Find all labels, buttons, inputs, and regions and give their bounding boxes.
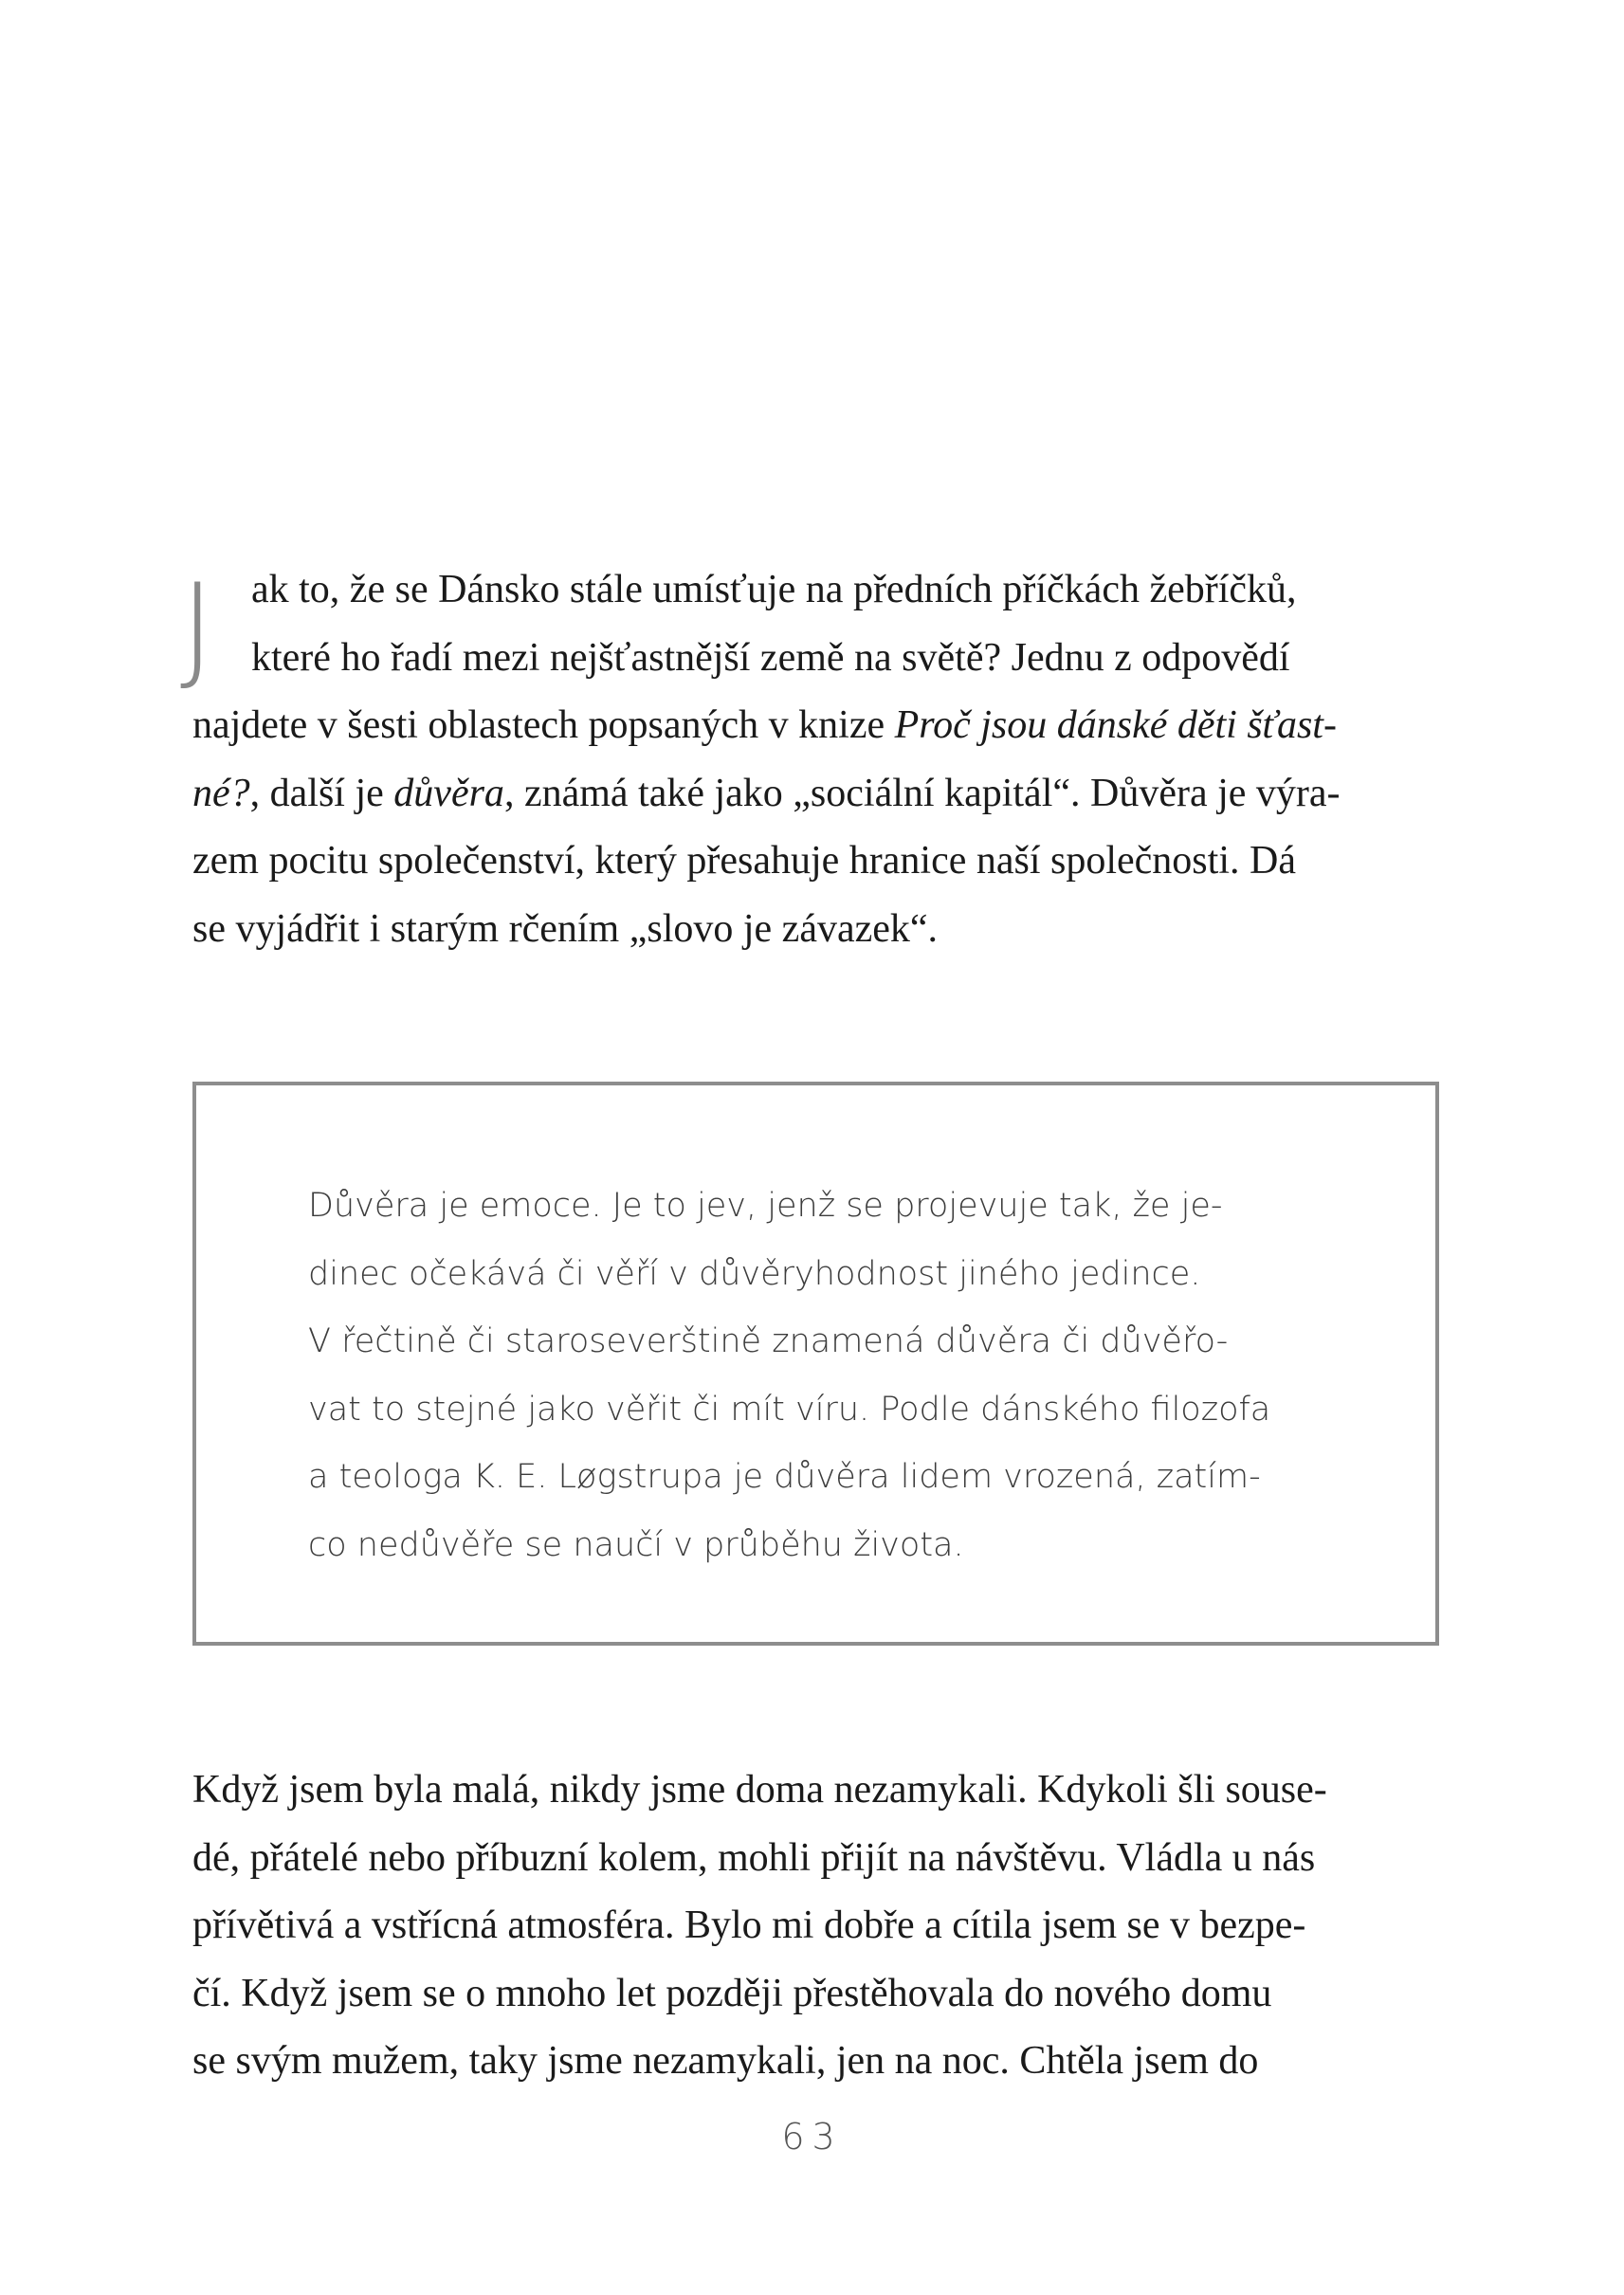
intro-line-4-text-a: , další je <box>249 771 394 815</box>
definition-line: co nedůvěře se naučí v průběhu života. <box>308 1525 964 1564</box>
definition-line: a teologa K. E. Løgstrupa je důvěra lidem vrozená, zatím- <box>308 1458 1261 1496</box>
definition-text <box>308 1173 1330 1579</box>
book-title-part-2: né? <box>192 771 250 815</box>
body-line: přívětivá a vstřícná atmosféra. Bylo mi dobře a cítila jsem se v bezpe- <box>192 1903 1306 1947</box>
body-paragraph <box>192 1757 1439 2096</box>
definition-line: V řečtině či staroseverštině znamená důvěra či důvěřo- <box>308 1322 1229 1360</box>
intro-line-3-text: najdete v šesti oblastech popsaných v knize <box>192 703 895 747</box>
intro-line-1: ak to, že se Dánsko stále umísťuje na předních příčkách žebříčků, <box>251 568 1297 611</box>
body-line: se svým mužem, taky jsme nezamykali, jen na noc. Chtěla jsem do <box>192 2039 1259 2083</box>
definition-line: dinec očekává či věří v důvěryhodnost jiného jedince. <box>308 1254 1201 1293</box>
trust-word: důvěra <box>393 771 504 815</box>
intro-paragraph <box>192 556 1439 963</box>
intro-line-3 <box>192 692 1439 760</box>
intro-line-6: se vyjádřit i starým rčením „slovo je závazek“. <box>192 906 939 951</box>
definition-line: vat to stejné jako věřit či mít víru. Podle dánského filozofa <box>308 1390 1271 1429</box>
drop-cap: J <box>180 559 215 696</box>
book-title-part-1: Proč jsou dánské děti šťast- <box>894 703 1337 747</box>
definition-line: Důvěra je emoce. Je to jev, jenž se projevuje tak, že je- <box>308 1187 1223 1225</box>
body-line: Když jsem byla malá, nikdy jsme doma nezamykali. Kdykoli šli souse- <box>192 1768 1327 1812</box>
intro-line-4-text-b: , známá také jako „sociální kapitál“. Důvěra je výra- <box>503 771 1341 815</box>
page-number: 63 <box>781 2116 843 2158</box>
intro-line-5: zem pocitu společenství, který přesahuje hranice naší společnosti. Dá <box>192 839 1296 883</box>
intro-line-4 <box>192 760 1439 829</box>
intro-line-2: které ho řadí mezi nejšťastnější země na světě? Jednu z odpovědí <box>251 635 1290 680</box>
body-line: dé, přátelé nebo příbuzní kolem, mohli přijít na návštěvu. Vládla u nás <box>192 1835 1316 1880</box>
body-line: čí. Když jsem se o mnoho let později přestěhovala do nového domu <box>192 1971 1272 2015</box>
definition-box <box>192 1082 1439 1646</box>
